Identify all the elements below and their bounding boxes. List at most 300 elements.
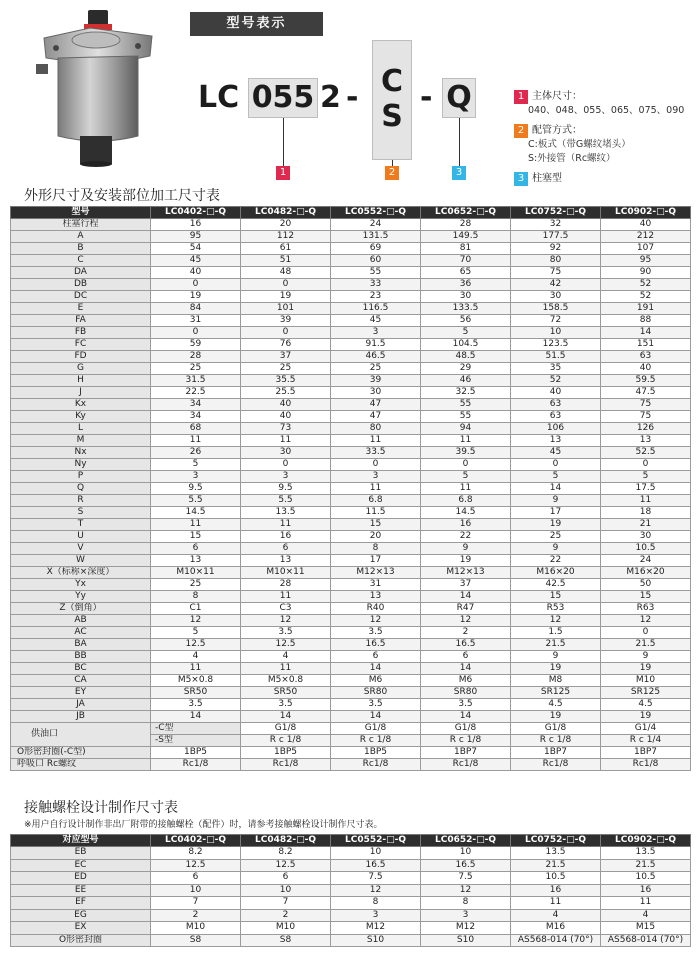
dimension-table-row [11, 219, 691, 231]
dimension-table-cell: R c 1/8 [511, 735, 601, 747]
dimension-table-cell: 25 [331, 363, 421, 375]
dimension-table-cell: G1/4 [601, 723, 691, 735]
dimension-table-header-cell: LC0902-□-Q [601, 207, 691, 219]
contact-bolt-table-row [11, 847, 691, 860]
dimension-table [10, 206, 691, 771]
dimension-table-cell: 8 [331, 543, 421, 555]
dimension-table-row-label: C [11, 255, 151, 267]
dimension-table-cell: 52 [601, 279, 691, 291]
dimension-table-cell: 63 [601, 351, 691, 363]
dimension-table-cell: 80 [331, 423, 421, 435]
dimension-table-row-label: U [11, 531, 151, 543]
contact-bolt-table-cell: AS568-014 (70°) [601, 934, 691, 947]
dimension-table-cell: 40 [241, 399, 331, 411]
dimension-table-cell: SR50 [241, 687, 331, 699]
dimension-table-cell: 5 [421, 471, 511, 483]
dimension-table-cell: 19 [511, 663, 601, 675]
dimension-table-cell: 47 [331, 411, 421, 423]
dimension-table-row [11, 471, 691, 483]
contact-bolt-table-cell: 7 [241, 897, 331, 910]
dimension-table-cell: 50 [601, 579, 691, 591]
dimension-table-cell: 11 [241, 663, 331, 675]
contact-bolt-table-cell: 4 [511, 909, 601, 922]
dimension-table-cell: 45 [331, 315, 421, 327]
dimension-table-cell: R c 1/8 [241, 735, 331, 747]
dimension-table-cell: 92 [511, 243, 601, 255]
dimension-table-cell: R c 1/8 [331, 735, 421, 747]
dimension-table-row-label: Z（倒角） [11, 603, 151, 615]
dimension-table-cell: 21.5 [511, 639, 601, 651]
dimension-table-cell: 0 [511, 459, 601, 471]
dimension-table-cell: 52.5 [601, 447, 691, 459]
dimension-table-cell: 14.5 [151, 507, 241, 519]
dimension-table-cell: 23 [331, 291, 421, 303]
dimension-table-cell: 12.5 [241, 639, 331, 651]
dimension-table-row-label: 柱塞行程 [11, 219, 151, 231]
contact-bolt-table-row [11, 922, 691, 935]
dimension-table-cell: 35 [511, 363, 601, 375]
dimension-table-cell: 70 [421, 255, 511, 267]
dimension-table-cell: 11 [151, 663, 241, 675]
contact-bolt-table-header-cell: 对应型号 [11, 835, 151, 847]
dimension-table-row [11, 411, 691, 423]
dimension-table-row-label: 呼吸口 Rc螺纹 [11, 759, 151, 771]
dimension-table-cell: 20 [331, 531, 421, 543]
dimension-table-cell: 75 [601, 399, 691, 411]
legend-item-2-label: 配管方式： [532, 125, 582, 136]
dimension-table-cell: 5 [511, 471, 601, 483]
dimension-table-cell: 13 [601, 435, 691, 447]
dimension-table-cell: 11 [151, 435, 241, 447]
dimension-table-cell: M10×11 [241, 567, 331, 579]
dimension-table-cell: 158.5 [511, 303, 601, 315]
dimension-table-row-label: FC [11, 339, 151, 351]
dimension-table-cell: 11.5 [331, 507, 421, 519]
dimension-table-cell: 3.5 [241, 699, 331, 711]
dimension-table-row-label: AC [11, 627, 151, 639]
dimension-table-cell: 48.5 [421, 351, 511, 363]
dimension-table-cell: 30 [331, 387, 421, 399]
contact-bolt-table-row-label: EC [11, 859, 151, 872]
contact-bolt-table-cell: 2 [241, 909, 331, 922]
dimension-table-cell: M6 [331, 675, 421, 687]
dimension-table-row [11, 591, 691, 603]
dimension-table-cell: 30 [601, 531, 691, 543]
dimension-table-cell: M10×11 [151, 567, 241, 579]
product-image [34, 8, 164, 168]
dimension-table-cell: 12 [241, 615, 331, 627]
dimension-table-row [11, 399, 691, 411]
code-variant-c: C [380, 64, 404, 99]
dimension-table-cell: 24 [331, 219, 421, 231]
dimension-table-row [11, 375, 691, 387]
dimension-table-cell: 11 [331, 483, 421, 495]
legend-item-1-label: 主体尺寸： [532, 91, 582, 102]
dimension-table-cell: 0 [151, 327, 241, 339]
dimension-table-cell: 3 [151, 471, 241, 483]
dimension-table-cell: 75 [601, 411, 691, 423]
dimension-table-cell: 12 [151, 615, 241, 627]
table2-note: ※用户自行设计制作非出厂附带的接触螺栓（配件）时，请参考接触螺栓设计制作尺寸表。 [24, 820, 383, 830]
contact-bolt-table-cell: 16.5 [331, 859, 421, 872]
dimension-table-cell: 35.5 [241, 375, 331, 387]
dimension-table-cell: R c 1/8 [421, 735, 511, 747]
dimension-table-cell: 104.5 [421, 339, 511, 351]
table1-title: 外形尺寸及安装部位加工尺寸表 [24, 188, 220, 204]
dimension-table-cell: 59 [151, 339, 241, 351]
dimension-table-cell: 4.5 [511, 699, 601, 711]
contact-bolt-table-cell: M10 [241, 922, 331, 935]
dimension-table-row-label: J [11, 387, 151, 399]
dimension-table-cell: 9 [421, 543, 511, 555]
dimension-table-cell: 101 [241, 303, 331, 315]
dimension-table-row-label: FD [11, 351, 151, 363]
dimension-table-cell: 177.5 [511, 231, 601, 243]
contact-bolt-table-cell: 12.5 [151, 859, 241, 872]
dimension-table-row-label: Yy [11, 591, 151, 603]
dimension-table-row [11, 519, 691, 531]
dimension-table-cell: 61 [241, 243, 331, 255]
dimension-table-cell: 15 [601, 591, 691, 603]
dimension-table-cell: 0 [601, 459, 691, 471]
dimension-table-cell: 28 [421, 219, 511, 231]
dimension-table-cell: 13 [331, 591, 421, 603]
dimension-table-cell: 5.5 [151, 495, 241, 507]
dimension-table-cell: 1.5 [511, 627, 601, 639]
dimension-table-cell: 9 [511, 651, 601, 663]
dimension-table-cell: 18 [601, 507, 691, 519]
dimension-table-cell: 73 [241, 423, 331, 435]
dimension-table-row [11, 291, 691, 303]
dimension-table-row-label: E [11, 303, 151, 315]
dimension-table-cell: 9 [511, 543, 601, 555]
dimension-table-cell: 14.5 [421, 507, 511, 519]
dimension-table-cell: 25 [151, 579, 241, 591]
contact-bolt-table-cell: 16.5 [421, 859, 511, 872]
contact-bolt-table-cell: M12 [421, 922, 511, 935]
oil-port-type-label: -S型 [151, 735, 241, 747]
dimension-table-cell: 91.5 [331, 339, 421, 351]
contact-bolt-table-header-cell: LC0752-□-Q [511, 835, 601, 847]
dimension-table-cell: 1BP5 [331, 747, 421, 759]
dimension-table-cell: M12×13 [421, 567, 511, 579]
dimension-table-row [11, 567, 691, 579]
dimension-table-cell: 63 [511, 399, 601, 411]
contact-bolt-table-cell: AS568-014 (70°) [511, 934, 601, 947]
dimension-table-cell: 31.5 [151, 375, 241, 387]
dimension-table-row [11, 267, 691, 279]
dimension-table-cell: 16 [241, 531, 331, 543]
dimension-table-cell: 6.8 [331, 495, 421, 507]
dimension-table-cell: 212 [601, 231, 691, 243]
dimension-table-cell: 17.5 [601, 483, 691, 495]
dimension-table-cell: 22 [511, 555, 601, 567]
dimension-table-row-label: BC [11, 663, 151, 675]
dimension-table-cell: 3.5 [151, 699, 241, 711]
dimension-table-cell: 6 [331, 651, 421, 663]
dimension-table-row [11, 339, 691, 351]
dimension-table-row-label: M [11, 435, 151, 447]
dimension-table-cell: 16 [151, 219, 241, 231]
dimension-table-row [11, 675, 691, 687]
dimension-table-cell: 9 [511, 495, 601, 507]
dimension-table-row [11, 303, 691, 315]
dimension-table-row [11, 327, 691, 339]
dimension-table-cell: 16.5 [331, 639, 421, 651]
dimension-table-cell: 22.5 [151, 387, 241, 399]
dimension-table-cell: 25 [511, 531, 601, 543]
dimension-table-cell: 5 [151, 627, 241, 639]
dimension-table-header-cell: LC0752-□-Q [511, 207, 601, 219]
dimension-table-cell: 5 [151, 459, 241, 471]
model-notation-title: 型号表示 [190, 12, 323, 36]
contact-bolt-table-row [11, 859, 691, 872]
dimension-table-cell: SR125 [601, 687, 691, 699]
dimension-table-row-label: Nx [11, 447, 151, 459]
dimension-table-row-label: JB [11, 711, 151, 723]
dimension-table-cell: 40 [241, 411, 331, 423]
marker-3-line [459, 118, 460, 166]
dimension-table-cell: Rc1/8 [601, 759, 691, 771]
dimension-table-cell: 20 [241, 219, 331, 231]
dimension-table-cell: 51.5 [511, 351, 601, 363]
dimension-table-cell: 0 [421, 459, 511, 471]
dimension-table-cell: 30 [511, 291, 601, 303]
dimension-table-cell: 149.5 [421, 231, 511, 243]
contact-bolt-table-cell: M10 [151, 922, 241, 935]
dimension-table-cell: M8 [511, 675, 601, 687]
dimension-table-cell: 36 [421, 279, 511, 291]
dimension-table-cell: 2 [421, 627, 511, 639]
dimension-table-header-cell: LC0482-□-Q [241, 207, 331, 219]
dimension-table-cell: R47 [421, 603, 511, 615]
contact-bolt-table-cell: 16 [511, 884, 601, 897]
dimension-table-row [11, 243, 691, 255]
dimension-table-row [11, 663, 691, 675]
dimension-table-cell: 45 [511, 447, 601, 459]
contact-bolt-table-cell: 11 [511, 897, 601, 910]
dimension-table-cell: 94 [421, 423, 511, 435]
dimension-table-cell: 14 [421, 663, 511, 675]
legend-item-2-line-2: S:外接管（Rc螺纹） [528, 153, 616, 164]
dimension-table-row [11, 603, 691, 615]
dimension-table-cell: 126 [601, 423, 691, 435]
dimension-table-cell: 6 [241, 543, 331, 555]
dimension-table-cell: 47.5 [601, 387, 691, 399]
dimension-table-cell: SR80 [421, 687, 511, 699]
contact-bolt-table-cell: 8.2 [241, 847, 331, 860]
dimension-table-row-label: EY [11, 687, 151, 699]
dimension-table-cell: 19 [241, 291, 331, 303]
dimension-table-cell: R63 [601, 603, 691, 615]
dimension-table-cell: 12 [421, 615, 511, 627]
dimension-table-cell: 131.5 [331, 231, 421, 243]
dimension-table-cell: 51 [241, 255, 331, 267]
dimension-table-cell: 30 [421, 291, 511, 303]
dimension-table-cell: 75 [511, 267, 601, 279]
dimension-table-cell: 25.5 [241, 387, 331, 399]
dimension-table-row-label: R [11, 495, 151, 507]
dimension-table-cell: 60 [331, 255, 421, 267]
legend-marker-1: 1 [514, 90, 528, 104]
dimension-table-cell: 0 [601, 627, 691, 639]
dimension-table-cell: 54 [151, 243, 241, 255]
dimension-table-cell: 24 [601, 555, 691, 567]
dimension-table-cell: 1BP5 [151, 747, 241, 759]
dimension-table-row-label: Ny [11, 459, 151, 471]
dimension-table-cell: 9.5 [241, 483, 331, 495]
dimension-table-cell: 17 [331, 555, 421, 567]
dimension-table-row-label: H [11, 375, 151, 387]
dimension-table-cell: 1BP7 [601, 747, 691, 759]
dimension-table-row [11, 231, 691, 243]
dimension-table-cell: 21.5 [601, 639, 691, 651]
contact-bolt-table-cell: M16 [511, 922, 601, 935]
dimension-table-cell: 59.5 [601, 375, 691, 387]
dimension-table-cell: 5 [421, 327, 511, 339]
dimension-table-cell: 21 [601, 519, 691, 531]
dimension-table-cell: 14 [331, 663, 421, 675]
dimension-table-cell: 19 [601, 711, 691, 723]
dimension-table-cell: 14 [241, 711, 331, 723]
dimension-table-row-label: Ky [11, 411, 151, 423]
contact-bolt-table-row-label: EE [11, 884, 151, 897]
contact-bolt-table-cell: 2 [151, 909, 241, 922]
contact-bolt-table-cell: S8 [151, 934, 241, 947]
contact-bolt-table-cell: S10 [331, 934, 421, 947]
dimension-table-cell: 63 [511, 411, 601, 423]
dimension-table-row [11, 387, 691, 399]
dimension-table-cell: 3 [331, 471, 421, 483]
dimension-table-cell: 14 [601, 327, 691, 339]
dimension-table-cell: 11 [241, 519, 331, 531]
dimension-table-cell: 11 [241, 435, 331, 447]
contact-bolt-table-cell: 13.5 [601, 847, 691, 860]
dimension-table-cell: R c 1/4 [601, 735, 691, 747]
dimension-table-row-label: P [11, 471, 151, 483]
contact-bolt-table-cell: M12 [331, 922, 421, 935]
contact-bolt-table-cell: 6 [151, 872, 241, 885]
code-size: 055 [251, 80, 315, 115]
dimension-table-cell: 65 [421, 267, 511, 279]
dimension-table-cell: 3.5 [331, 699, 421, 711]
dimension-table-cell: 95 [601, 255, 691, 267]
dimension-table-cell: 37 [241, 351, 331, 363]
dimension-table-row [11, 579, 691, 591]
dimension-table-cell: 11 [421, 435, 511, 447]
dimension-table-cell: 80 [511, 255, 601, 267]
dimension-table-cell: 46.5 [331, 351, 421, 363]
contact-bolt-table-cell: 12 [421, 884, 511, 897]
dimension-table-row-label: S [11, 507, 151, 519]
dimension-table-cell: SR125 [511, 687, 601, 699]
contact-bolt-table-cell: 8 [421, 897, 511, 910]
dimension-table-cell: 48 [241, 267, 331, 279]
dimension-table-cell: 4 [241, 651, 331, 663]
dimension-table-row-label: BB [11, 651, 151, 663]
dimension-table-cell: 1BP7 [421, 747, 511, 759]
dimension-table-cell: 13 [151, 555, 241, 567]
dimension-table-cell: 19 [511, 711, 601, 723]
contact-bolt-table-cell: 12 [331, 884, 421, 897]
code-digit: 2 [320, 80, 341, 115]
contact-bolt-table-header [11, 835, 691, 847]
dimension-table-cell: 39.5 [421, 447, 511, 459]
dimension-table-cell: 12.5 [151, 639, 241, 651]
dimension-table-cell: 133.5 [421, 303, 511, 315]
dimension-table-cell: 29 [421, 363, 511, 375]
dimension-table-cell: 40 [601, 219, 691, 231]
contact-bolt-table-row-label: EB [11, 847, 151, 860]
contact-bolt-table-cell: M15 [601, 922, 691, 935]
dimension-table-cell: 107 [601, 243, 691, 255]
dimension-table-cell: 28 [151, 351, 241, 363]
contact-bolt-table-cell: 6 [241, 872, 331, 885]
dimension-table-row [11, 699, 691, 711]
dimension-table-cell: 0 [331, 459, 421, 471]
dimension-table-cell: 1BP7 [511, 747, 601, 759]
dimension-table-cell: 52 [511, 375, 601, 387]
dimension-table-cell: 47 [331, 399, 421, 411]
dimension-table-cell: 0 [241, 279, 331, 291]
dimension-table-cell: 11 [421, 483, 511, 495]
contact-bolt-table-cell: 10.5 [601, 872, 691, 885]
dimension-table-cell: 32.5 [421, 387, 511, 399]
dimension-table-cell: M12×13 [331, 567, 421, 579]
dimension-table-cell: 10.5 [601, 543, 691, 555]
dimension-table-oil-row [11, 723, 691, 735]
dimension-table-row-label: L [11, 423, 151, 435]
dimension-table-cell: 11 [331, 435, 421, 447]
dimension-table-cell: 3 [241, 471, 331, 483]
contact-bolt-table-cell: S8 [241, 934, 331, 947]
dimension-table-row [11, 315, 691, 327]
dimension-table-cell: 72 [511, 315, 601, 327]
dimension-table-cell: Rc1/8 [511, 759, 601, 771]
dimension-table-header-cell: LC0652-□-Q [421, 207, 511, 219]
dimension-table-cell: 15 [151, 531, 241, 543]
dimension-table-header-cell: LC0402-□-Q [151, 207, 241, 219]
contact-bolt-table-cell: 21.5 [601, 859, 691, 872]
dimension-table-row-label: FA [11, 315, 151, 327]
dimension-table-cell: 13 [511, 435, 601, 447]
legend-item-1-values: 040、048、055、065、075、090 [528, 105, 685, 116]
dimension-table-row [11, 435, 691, 447]
dimension-table-cell: M10 [601, 675, 691, 687]
dimension-table-row [11, 495, 691, 507]
dimension-table-row [11, 423, 691, 435]
dimension-table-cell: 6.8 [421, 495, 511, 507]
table2-title: 接触螺栓设计制作尺寸表 [24, 800, 178, 816]
dimension-table-cell: 33 [331, 279, 421, 291]
dimension-table-cell: 106 [511, 423, 601, 435]
dimension-table-cell: G1/8 [241, 723, 331, 735]
dimension-table-header-cell: 型号 [11, 207, 151, 219]
dimension-table-row-label: AB [11, 615, 151, 627]
contact-bolt-table-row [11, 934, 691, 947]
contact-bolt-table-cell: 13.5 [511, 847, 601, 860]
dimension-table-cell: M16×20 [511, 567, 601, 579]
dimension-table-row-label: CA [11, 675, 151, 687]
dimension-table-cell: 14 [421, 591, 511, 603]
contact-bolt-table-cell: 12.5 [241, 859, 331, 872]
dimension-table-cell: 88 [601, 315, 691, 327]
dimension-table-row [11, 747, 691, 759]
dimension-table-cell: 6 [421, 651, 511, 663]
dimension-table-cell: 40 [601, 363, 691, 375]
dimension-table-row [11, 531, 691, 543]
dimension-table-cell: 42 [511, 279, 601, 291]
